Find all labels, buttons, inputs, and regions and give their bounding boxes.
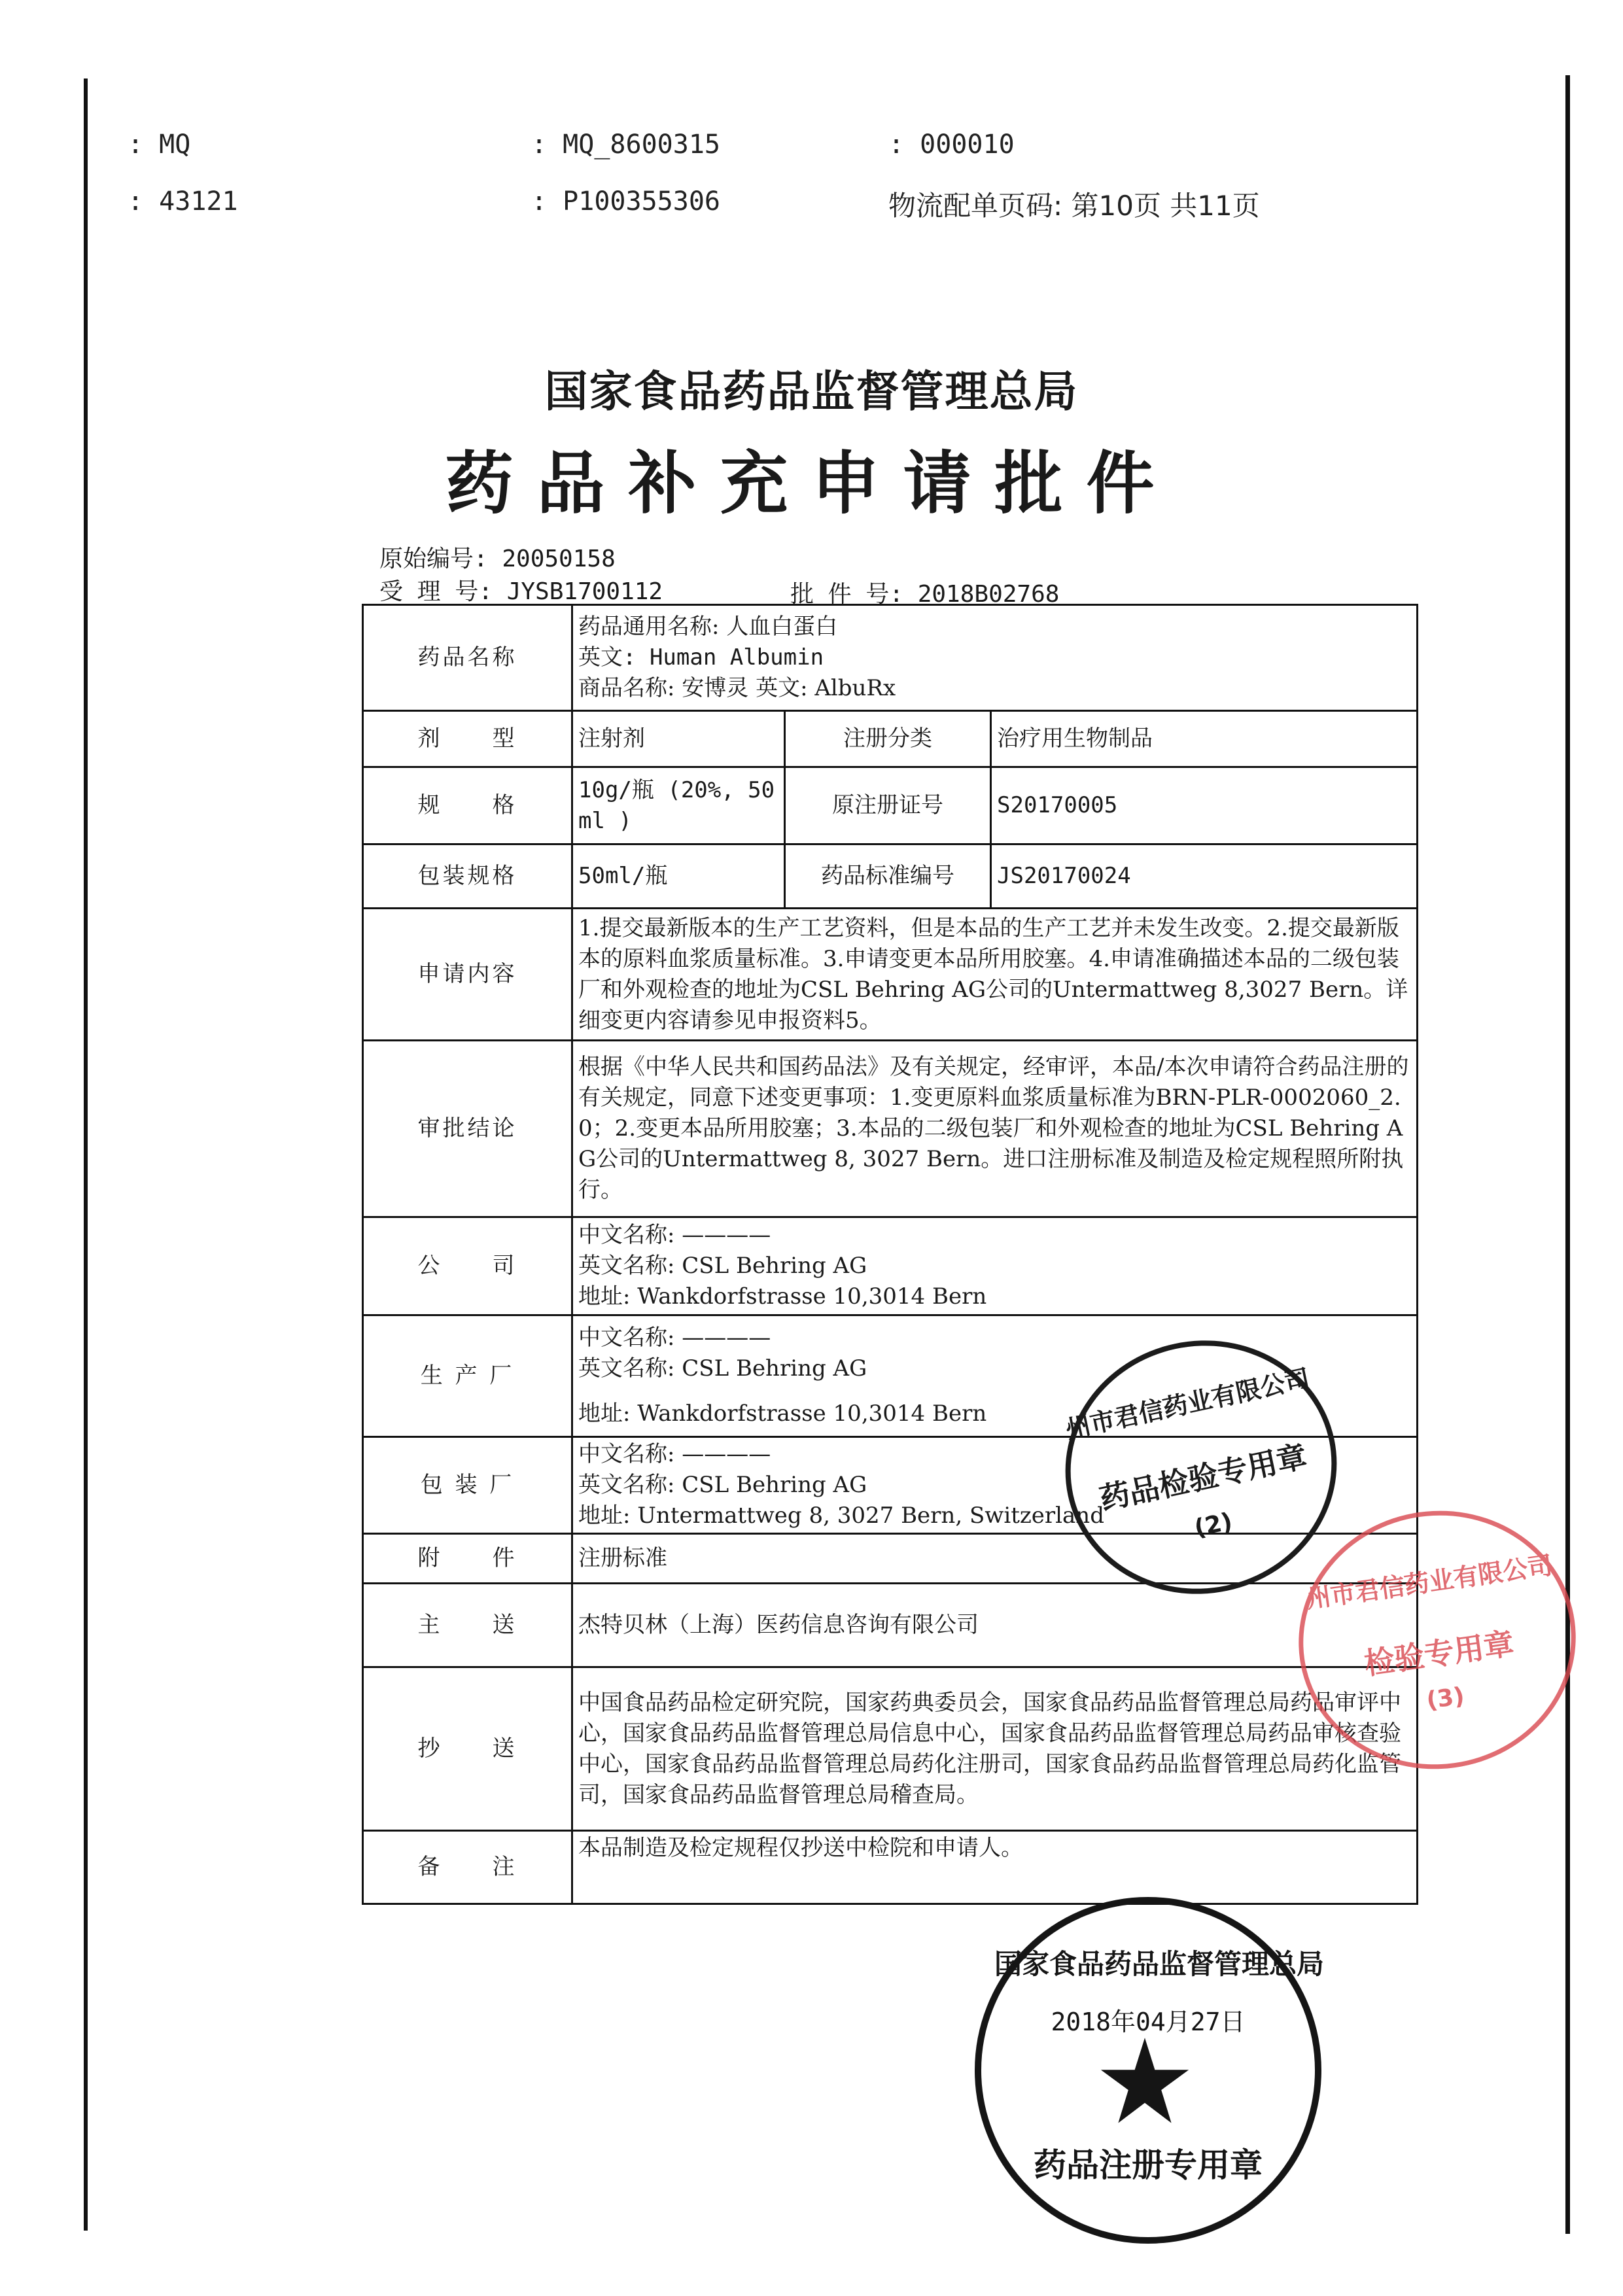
- stamp-3-company: 州市君信药业有限公司: [1304, 1550, 1554, 1614]
- header-page-info: 物流配单页码: 第10页 共11页: [888, 190, 1260, 222]
- row-cc: [363, 1667, 1418, 1831]
- stamp-2-number: (2): [1192, 1508, 1235, 1542]
- seal-purpose: 药品注册专用章: [1034, 2146, 1263, 2184]
- header-number: : 43121: [128, 186, 238, 217]
- registration-category-value: 治疗用生物制品: [991, 711, 1418, 767]
- package-label: 包装规格: [363, 844, 572, 909]
- row-package: [363, 844, 1418, 909]
- conclusion-value: 根据《中华人民共和国药品法》及有关规定，经审评，本品/本次申请符合药品注册的有关规定，同意下述变更事项：1.变更原料血浆质量标准为BRN-PLR-0002060_2.0；2.变更本品所用胶塞；3.本品的二级包装厂和外观检查的地址为CSL Behring AG公司的Untermattweg 8, 3027 Bern。进口注册标准及制造及检定规程照所附执行。: [572, 1041, 1418, 1217]
- header-p-number: : P100355306: [531, 186, 720, 217]
- row-company: [363, 1217, 1418, 1315]
- approval-table: [362, 604, 1418, 1905]
- application-value: 1.提交最新版本的生产工艺资料，但是本品的生产工艺并未发生改变。2.提交最新版本的原料血浆质量标准。3.申请变更本品所用胶塞。4.申请准确描述本品的二级包装厂和外观检查的地址为CSL Behring AG公司的Untermattweg 8,3027 Bern。详细变更内容请参见申报资料5。: [572, 909, 1418, 1041]
- manufacturer-label: 生 产 厂: [363, 1315, 572, 1437]
- manufacturer-en-name: 英文名称: CSL Behring AG: [578, 1355, 867, 1382]
- dosage-form-label: 剂 型: [363, 711, 572, 767]
- row-conclusion: [363, 1041, 1418, 1217]
- company-en-name: 英文名称: CSL Behring AG: [578, 1253, 867, 1279]
- approval-number: 批 件 号: 2018B02768: [790, 581, 1060, 608]
- send-to-label: 主 送: [363, 1584, 572, 1667]
- packager-en-name: 英文名称: CSL Behring AG: [578, 1472, 867, 1498]
- packager-cn-name: 中文名称: ————: [578, 1441, 771, 1467]
- stamp-3-number: (3): [1425, 1682, 1467, 1714]
- packager-label: 包 装 厂: [363, 1437, 572, 1534]
- header-mq-number: : MQ_8600315: [531, 130, 720, 160]
- official-registration-seal: [975, 1897, 1325, 2244]
- seal-date: 2018年04月27日: [1051, 2008, 1246, 2036]
- remarks-value: 本品制造及检定规程仅抄送中检院和申请人。: [572, 1831, 1418, 1904]
- acceptance-number: 受 理 号: JYSB1700112: [379, 578, 663, 605]
- stamp-3-purpose: 检验专用章: [1362, 1626, 1516, 1682]
- document-title: 药品补充申请批件: [445, 443, 1178, 523]
- seal-star-icon: [1099, 2038, 1191, 2126]
- row-application: [363, 909, 1418, 1041]
- drug-name-cell: [572, 605, 1418, 711]
- original-registration-value: S20170005: [991, 767, 1418, 844]
- cc-label: 抄 送: [363, 1667, 572, 1831]
- drug-english-name: 英文: Human Albumin: [578, 644, 824, 670]
- spec-value: 10g/瓶 (20%, 50ml ): [572, 767, 785, 844]
- company-address: 地址: Wankdorfstrasse 10,3014 Bern: [578, 1283, 987, 1310]
- header-code: : 000010: [888, 130, 1015, 160]
- standard-number-value: JS20170024: [991, 844, 1418, 909]
- dosage-form-value: 注射剂: [572, 711, 785, 767]
- agency-title: 国家食品药品监督管理总局: [544, 366, 1079, 417]
- row-drug-name: [363, 605, 1418, 711]
- row-send-to: [363, 1584, 1418, 1667]
- row-remarks: [363, 1831, 1418, 1904]
- application-label: 申请内容: [363, 909, 572, 1041]
- row-spec: [363, 767, 1418, 844]
- stamp-2-company: 州市君信药业有限公司: [1062, 1364, 1312, 1444]
- drug-name-label: 药品名称: [363, 605, 572, 711]
- remarks-label: 备 注: [363, 1831, 572, 1904]
- row-dosage-form: [363, 711, 1418, 767]
- packager-address: 地址: Untermattweg 8, 3027 Bern, Switzerland: [578, 1503, 1104, 1529]
- standard-number-label: 药品标准编号: [785, 844, 991, 909]
- package-value: 50ml/瓶: [572, 844, 785, 909]
- manufacturer-cn-name: 中文名称: ————: [578, 1325, 771, 1351]
- conclusion-label: 审批结论: [363, 1041, 572, 1217]
- company-cell: [572, 1217, 1418, 1315]
- stamp-2-purpose: 药品检验专用章: [1096, 1438, 1310, 1517]
- attachment-label: 附 件: [363, 1534, 572, 1584]
- company-label: 公 司: [363, 1217, 572, 1315]
- drug-generic-name: 药品通用名称: 人血白蛋白: [578, 614, 838, 640]
- header-mq: : MQ: [128, 130, 191, 160]
- cc-value: 中国食品药品检定研究院，国家药典委员会，国家食品药品监督管理总局药品审评中心，国家食品药品监督管理总局信息中心，国家食品药品监督管理总局药品审核查验中心，国家食品药品监督管理总局药化注册司，国家食品药品监督管理总局药化监管司，国家食品药品监督管理总局稽查局。: [572, 1667, 1418, 1831]
- original-registration-label: 原注册证号: [785, 767, 991, 844]
- send-to-value: 杰特贝林（上海）医药信息咨询有限公司: [572, 1584, 1418, 1667]
- registration-category-label: 注册分类: [785, 711, 991, 767]
- drug-trade-name: 商品名称: 安博灵 英文: AlbuRx: [578, 675, 896, 701]
- original-number: 原始编号: 20050158: [379, 546, 616, 572]
- manufacturer-address: 地址: Wankdorfstrasse 10,3014 Bern: [578, 1400, 987, 1427]
- company-cn-name: 中文名称: ————: [578, 1222, 771, 1248]
- spec-label: 规 格: [363, 767, 572, 844]
- attachment-value: 注册标准: [572, 1534, 1418, 1584]
- seal-agency-name: 国家食品药品监督管理总局: [994, 1948, 1325, 1980]
